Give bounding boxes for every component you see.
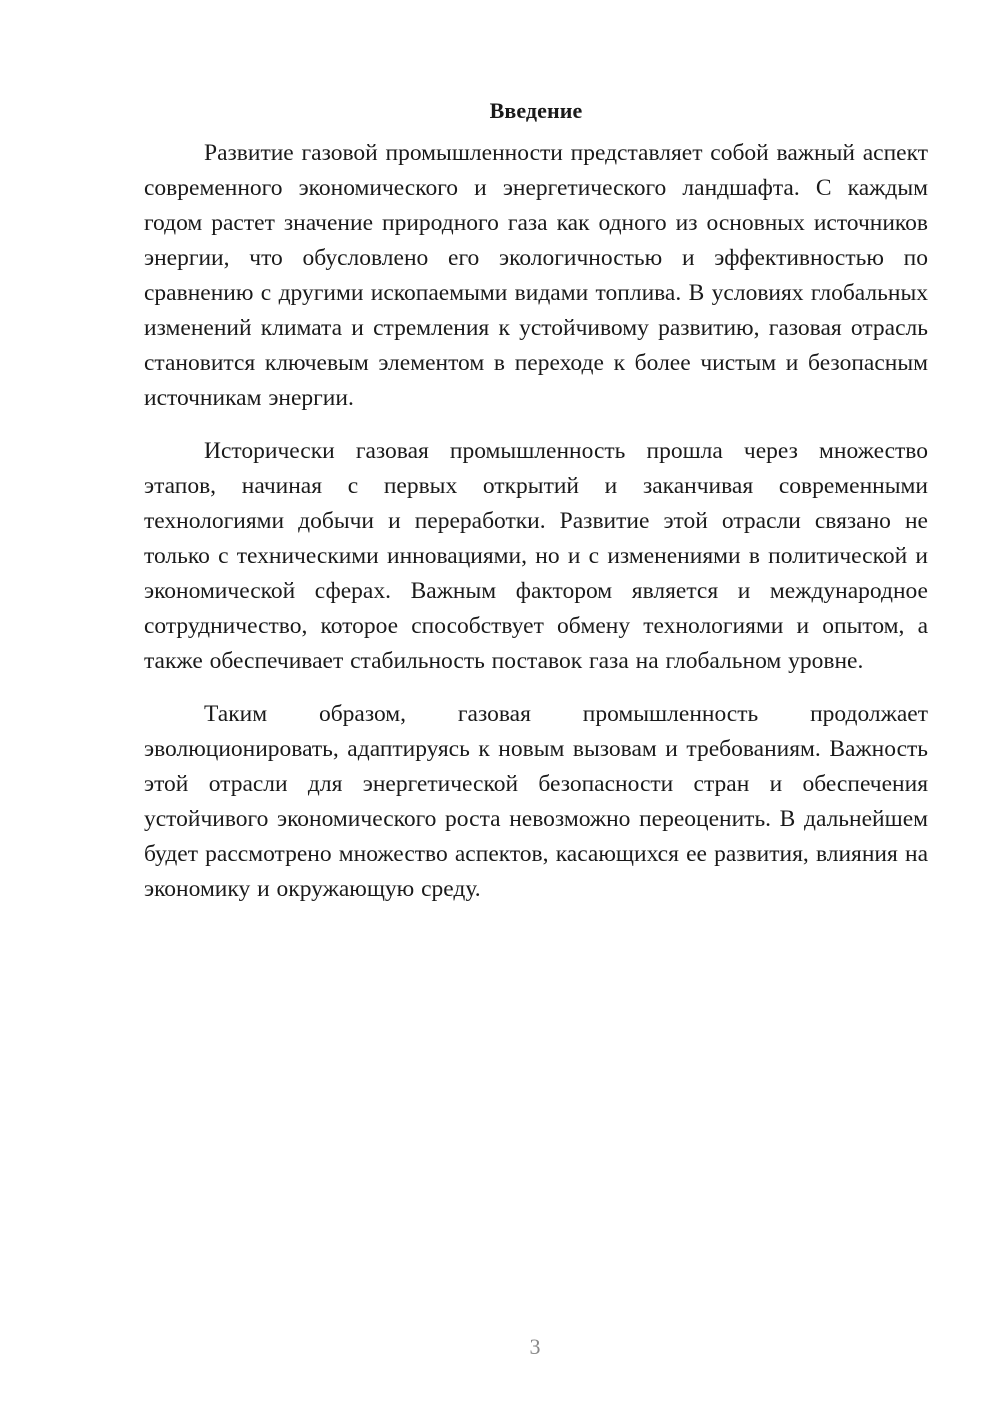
page-number: 3 [529, 1334, 541, 1359]
paragraph-1: Развитие газовой промышленности представляет собой важный аспект современного экономического и энергетического ландшафта. С каждым годом растет значение природного газа как одного из основных источников энергии, что обусловлено его экологичностью и эффективностью по сравнению с другими ископаемыми видами топлива. В условиях глобальных изменений климата и стремления к устойчивому развитию, газовая отрасль становится ключевым элементом в переходе к более чистым и безопасным источникам энергии. [144, 140, 928, 411]
paragraph-2: Исторически газовая промышленность прошла через множество этапов, начиная с первых открытий и заканчивая современными технологиями добычи и переработки. Развитие этой отрасли связано не только с техническими инновациями, но и с изменениями в политической и экономической сферах. Важным фактором является и международное сотрудничество, которое способствует обмену технологиями и опытом, а также обеспечивает стабильность поставок газа на глобальном уровне. [144, 438, 928, 674]
paragraph-3: Таким образом, газовая промышленность продолжает эволюционировать, адаптируясь к новым вызовам и требованиям. Важность этой отрасли для энергетической безопасности стран и обеспечения устойчивого экономического роста невозможно переоценить. В дальнейшем будет рассмотрено множество аспектов, касающихся ее развития, влияния на экономику и окружающую среду. [144, 701, 928, 902]
section-title: Введение [489, 98, 583, 123]
page-content [144, 96, 928, 925]
